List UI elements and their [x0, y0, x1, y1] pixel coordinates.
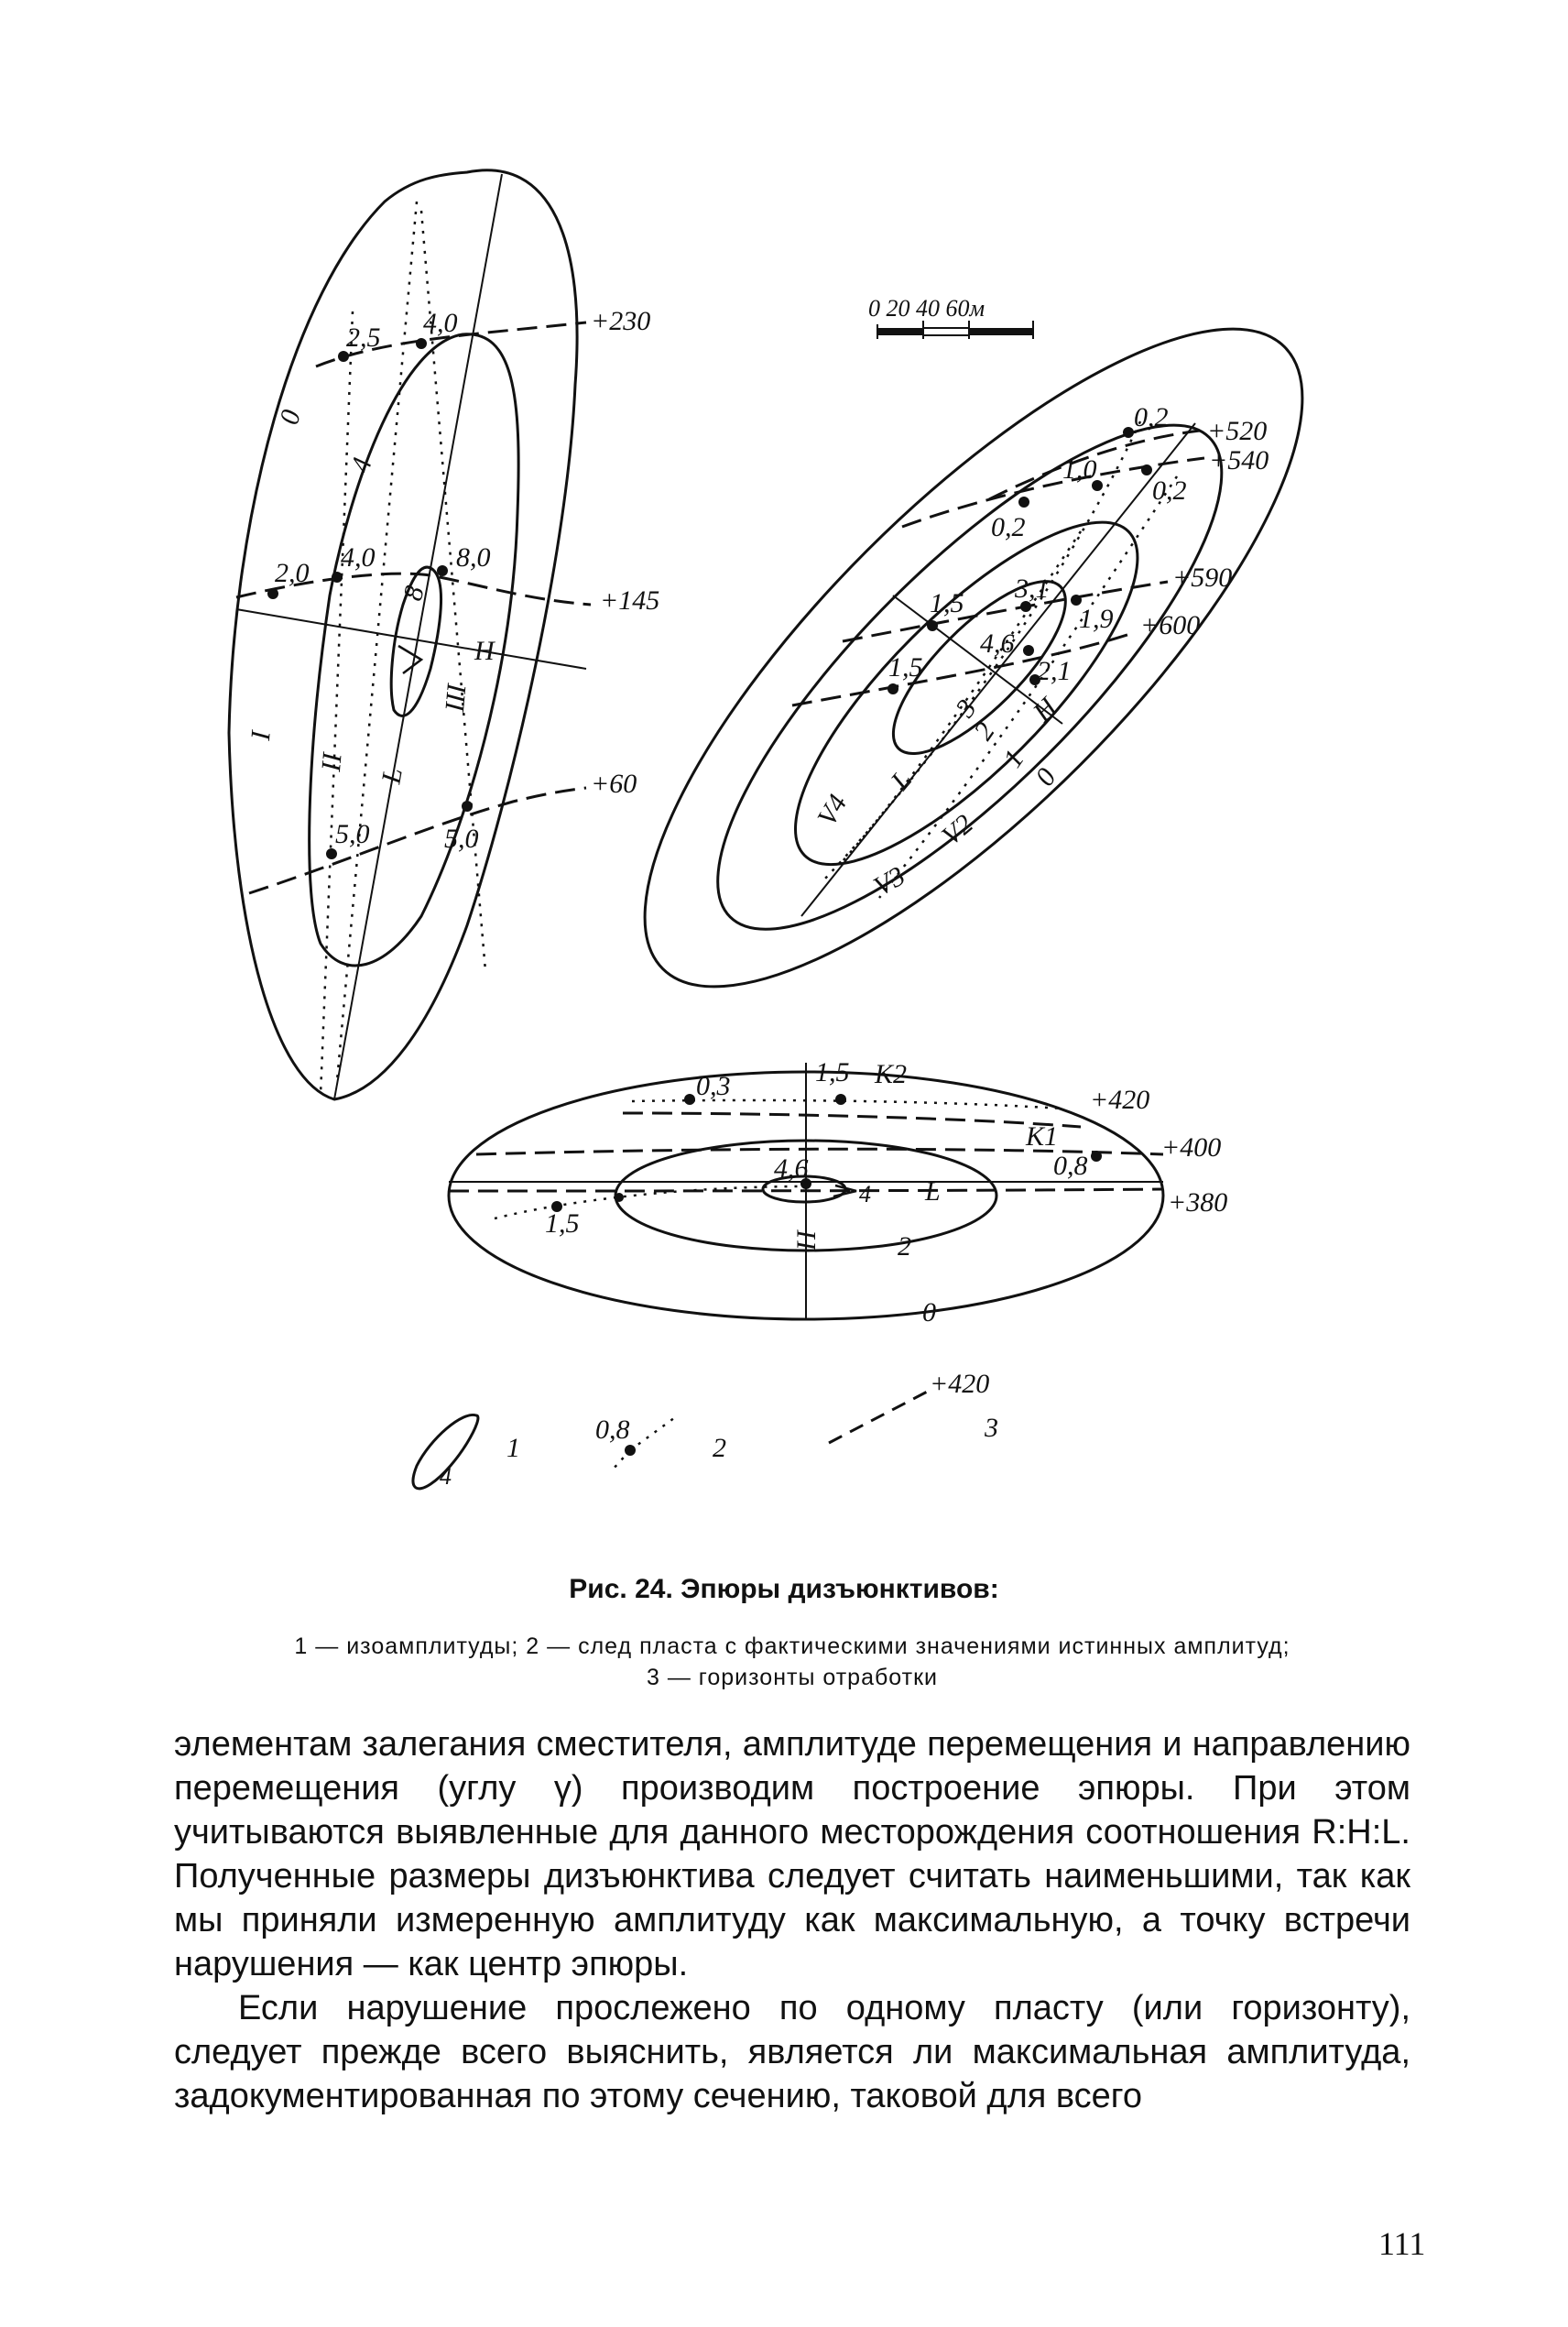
isoline-1 — [652, 360, 1287, 995]
horizon-600 — [792, 632, 1136, 705]
horizon-label: +420 — [1090, 1085, 1150, 1115]
axis-label: L — [376, 765, 408, 786]
axis-label: H — [474, 636, 495, 666]
horizon-label: +60 — [591, 769, 637, 799]
point-value: 1,5 — [930, 588, 964, 618]
legend-horizon-value: +420 — [930, 1369, 990, 1399]
section-label: V4 — [811, 789, 854, 832]
point-value: 4,6 — [774, 1153, 809, 1184]
horizon-label: +400 — [1161, 1132, 1222, 1163]
point-value: 0,2 — [991, 512, 1026, 542]
point-value: 4,0 — [423, 308, 458, 338]
isoline-label: 0 — [1029, 762, 1062, 792]
isoline-label: 3 — [950, 694, 983, 723]
horizon-label: +540 — [1209, 445, 1269, 475]
section-label: III — [440, 683, 473, 714]
point-value: 2,0 — [275, 558, 310, 588]
horizon-label: +145 — [600, 585, 660, 616]
epure-3-labels — [545, 1057, 1227, 1327]
figure-legend-labels — [440, 1369, 998, 1490]
point-value: 3,1 — [1015, 574, 1050, 604]
point-value: 4,6 — [980, 628, 1015, 659]
section-label: V3 — [868, 860, 910, 902]
isoline-label: 4 — [859, 1181, 871, 1207]
legend-iso-value: 4 — [440, 1463, 452, 1490]
point-value: 0,8 — [1053, 1151, 1088, 1181]
epure-2 — [556, 240, 1391, 1076]
isoline-0 — [229, 170, 577, 1099]
axis-label: L — [925, 1176, 941, 1207]
point-value: 0,2 — [1134, 402, 1169, 432]
legend-point-value: 0,8 — [595, 1415, 630, 1445]
body-text — [174, 1722, 1410, 2118]
figure-legend — [413, 1388, 934, 1489]
section-label: V2 — [936, 808, 979, 852]
trace-I — [321, 311, 353, 1095]
legend-item-number: 3 — [985, 1413, 998, 1443]
point-value: 1,9 — [1079, 604, 1114, 634]
paragraph: элементам залегания сместителя, амплитуде перемещения и направлению перемещения (углу γ) производим построение эпюры. При этом учитываются выявленные для данного месторождения соотношения R:H:L. Полученные размеры дизъюнктива следует считать наименьшими, так как мы приняли измеренную амплитуду как максимальную, а точку встречи нарушения — как центр эпюры. — [174, 1725, 1410, 1983]
isoline-label: 0 — [922, 1297, 936, 1327]
horizon-label: +380 — [1168, 1187, 1228, 1218]
figure-caption-title: Рис. 24. Эпюры дизъюнктивов: — [569, 1574, 999, 1604]
caption-legend-line: 1 — изоамплитуды; 2 — след пласта с фактическими значениями истинных амплитуд; — [294, 1633, 1290, 1659]
axis-label: H — [1027, 692, 1063, 728]
section-label: I — [245, 729, 277, 742]
point-value: 1,5 — [545, 1208, 580, 1239]
isoline-label: 2 — [968, 716, 1001, 746]
point-value: 5,0 — [444, 824, 479, 854]
point-value: 1,5 — [888, 652, 923, 683]
horizon-label: +520 — [1207, 416, 1268, 446]
isoline-0 — [556, 240, 1391, 1076]
legend-horizon-symbol — [829, 1388, 934, 1443]
epure-1 — [229, 170, 591, 1099]
point-value: 4,0 — [341, 542, 376, 573]
point-value: 5,0 — [335, 819, 370, 849]
axis-H — [236, 609, 586, 669]
isoline-label: 0 — [274, 406, 307, 428]
horizon-label: +230 — [591, 306, 651, 336]
point-value: 8,0 — [456, 542, 491, 573]
point-value: 0,3 — [696, 1071, 731, 1101]
legend-item-number: 1 — [506, 1433, 520, 1463]
point-value: 0,2 — [1152, 475, 1187, 506]
horizon-60 — [249, 788, 586, 893]
point-value: 1,0 — [1062, 454, 1097, 485]
section-label: II — [316, 751, 348, 773]
horizon-label: +600 — [1140, 610, 1201, 640]
point-value: 2,1 — [1037, 656, 1072, 686]
section-label: K2 — [875, 1059, 908, 1089]
paragraph: Если нарушение прослежено по одному пласту (или горизонту), следует прежде всего выяснить, является ли максимальная амплитуда, задокументированная по этому сечению, таковой для всего — [174, 1989, 1410, 2115]
isoline-label: 2 — [898, 1231, 911, 1262]
figure-caption-legend — [174, 1631, 1410, 1693]
legend-item-number: 2 — [713, 1433, 726, 1463]
isoline-2 — [749, 476, 1183, 911]
isoline-label: 1 — [997, 744, 1030, 773]
horizon-label: +590 — [1172, 563, 1233, 593]
point-value: 2,5 — [346, 322, 381, 353]
isoline-label: 8 — [397, 583, 430, 605]
scale-label: 0 20 40 60м — [868, 295, 985, 322]
scale-bar — [868, 295, 1033, 339]
isoline-label: 4 — [344, 454, 378, 476]
epure-3 — [449, 1063, 1163, 1319]
axis-label: L — [885, 764, 919, 796]
caption-legend-line: 3 — горизонты отработки — [646, 1665, 939, 1690]
horizon-420 — [623, 1113, 1081, 1127]
axis-label: H — [791, 1230, 822, 1251]
page-number: 111 — [1378, 2225, 1426, 2262]
point-value: 1,5 — [815, 1057, 850, 1087]
section-label: K1 — [1026, 1121, 1059, 1152]
